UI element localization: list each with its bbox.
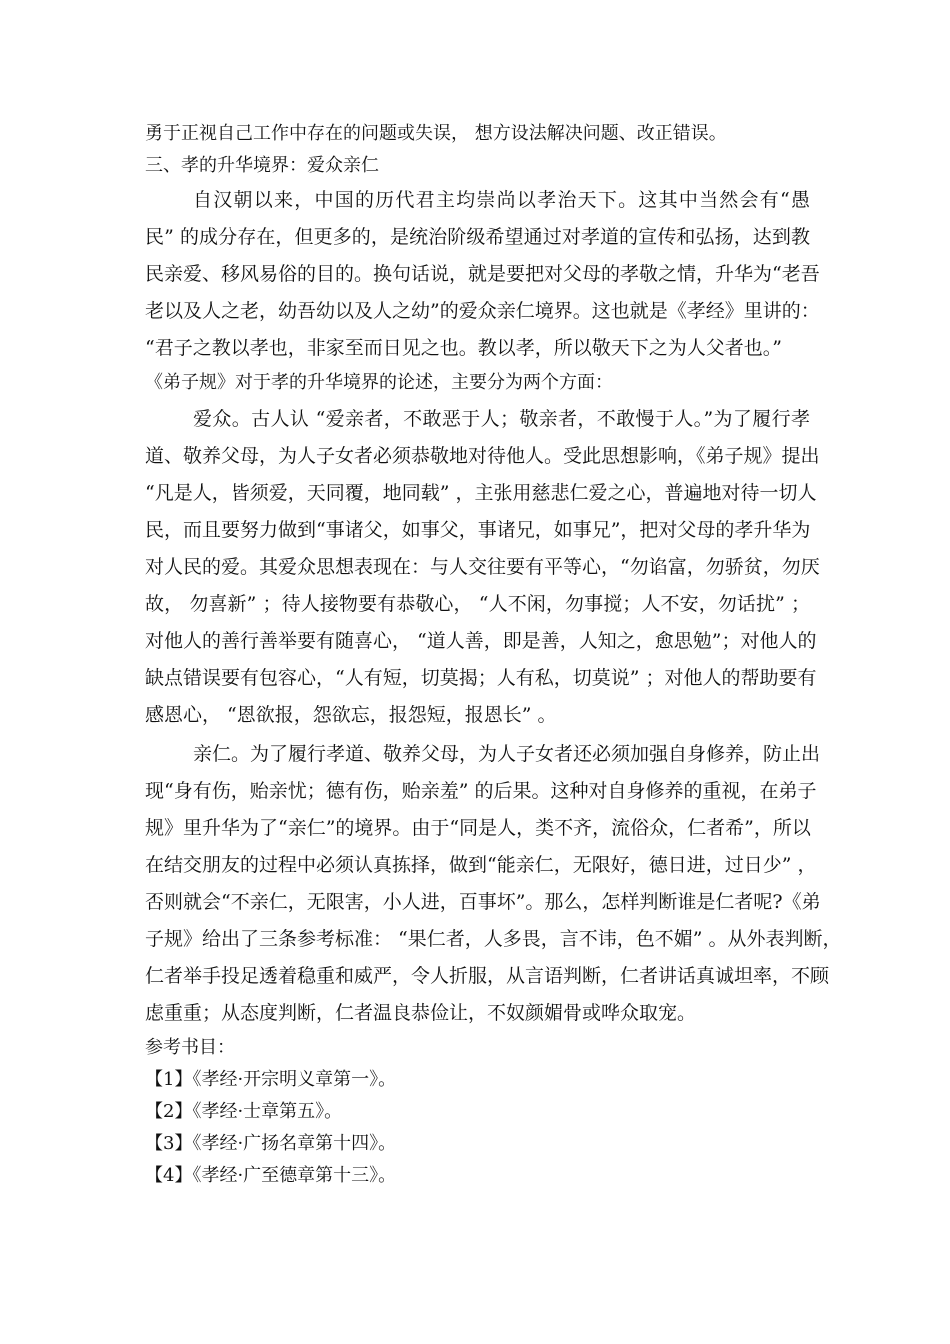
- section-heading: 三、孝的升华境界：爱众亲仁: [145, 155, 379, 176]
- paragraph-line: 对他人的善行善举要有随喜心， “道人善，即是善，人知之，愈思勉”；对他人的: [145, 630, 817, 652]
- references-heading: 参考书目：: [145, 1037, 235, 1058]
- paragraph-line: 民亲爱、移风易俗的目的。换句话说，就是要把对父母的孝敬之情，升华为“老吾: [145, 263, 820, 285]
- paragraph-line: 对人民的爱。其爱众思想表现在：与人交往要有平等心，“勿谄富，勿骄贫，勿厌: [145, 556, 820, 578]
- paragraph-line: 否则就会“不亲仁，无限害，小人进，百事坏”。那么，怎样判断谁是仁者呢?《弟: [145, 891, 821, 913]
- paragraph-3: [145, 736, 842, 1032]
- paragraph-line: 缺点错误要有包容心，“人有短，切莫揭；人有私，切莫说” ；对他人的帮助要有: [145, 667, 817, 689]
- reference-item: 【1】《孝经·开宗明义章第一》。: [145, 1069, 397, 1090]
- paragraph-line: 虑重重；从态度判断，仁者温良恭俭让，不奴颜媚骨或哗众取宠。: [145, 1002, 697, 1024]
- paragraph-2: [145, 401, 820, 734]
- references-list: [145, 1064, 810, 1192]
- top-line: 勇于正视自己工作中存在的问题或失误， 想方设法解决问题、改正错误。: [145, 123, 727, 144]
- document-page: [145, 118, 842, 1192]
- paragraph-line: 仁者举手投足透着稳重和威严，令人折服，从言语判断，仁者讲话真诚坦率，不顾: [145, 965, 830, 987]
- paragraph-line: “凡是人，皆须爱，天同覆，地同载” ，主张用慈悲仁爱之心，普遍地对待一切人: [145, 482, 817, 504]
- paragraph-line: 道、敬养父母，为人子女者必须恭敬地对待他人。受此思想影响，《弟子规》提出: [145, 445, 820, 467]
- paragraph-1: [145, 182, 820, 399]
- paragraph-line: 《弟子规》对于孝的升华境界的论述，主要分为两个方面：: [145, 372, 613, 393]
- paragraph-line: 爱众。古人认 “爱亲者，不敢恶于人；敬亲者，不敢慢于人。”为了履行孝: [193, 408, 810, 430]
- paragraph-line: 亲仁。为了履行孝道、敬养父母，为人子女者还必须加强自身修养，防止出: [193, 743, 821, 765]
- paragraph-line: 老以及人之老，幼吾幼以及人之幼”的爱众亲仁境界。这也就是《孝经》里讲的：: [145, 300, 820, 322]
- paragraph-line: 民” 的成分存在，但更多的，是统治阶级希望通过对孝道的宣传和弘扬，达到教: [145, 226, 810, 248]
- paragraph-line: 在结交朋友的过程中必须认真拣择，做到“能亲仁，无限好，德日进，过日少” ，: [145, 854, 817, 876]
- reference-item: 【3】《孝经·广扬名章第十四》。: [145, 1133, 397, 1154]
- paragraph-line: “君子之教以孝也，非家至而日见之也。教以孝，所以敬天下之为人父者也。”: [145, 337, 782, 359]
- paragraph-line: 故， 勿喜新” ；待人接物要有恭敬心， “人不闲，勿事搅；人不安，勿话扰” ；: [145, 593, 810, 615]
- paragraph-line: 民，而且要努力做到“事诸父，如事父，事诸兄，如事兄”，把对父母的孝升华为: [145, 519, 811, 541]
- reference-item: 【2】《孝经·士章第五》。: [145, 1101, 343, 1122]
- paragraph-line: 自汉朝以来，中国的历代君主均崇尚以孝治天下。这其中当然会有“愚: [193, 189, 810, 211]
- paragraph-line: 子规》给出了三条参考标准： “果仁者，人多畏，言不讳，色不媚” 。从外表判断，: [145, 928, 842, 950]
- paragraph-line: 感恩心， “恩欲报，怨欲忘，报怨短，报恩长” 。: [145, 704, 557, 726]
- reference-item: 【4】《孝经·广至德章第十三》。: [145, 1165, 397, 1186]
- paragraph-line: 规》里升华为了“亲仁”的境界。由于“同是人，类不齐，流俗众，仁者希”，所以: [145, 817, 811, 839]
- paragraph-line: 现“身有伤，贻亲忧；德有伤，贻亲羞” 的后果。这种对自身修养的重视，在弟子: [145, 780, 817, 802]
